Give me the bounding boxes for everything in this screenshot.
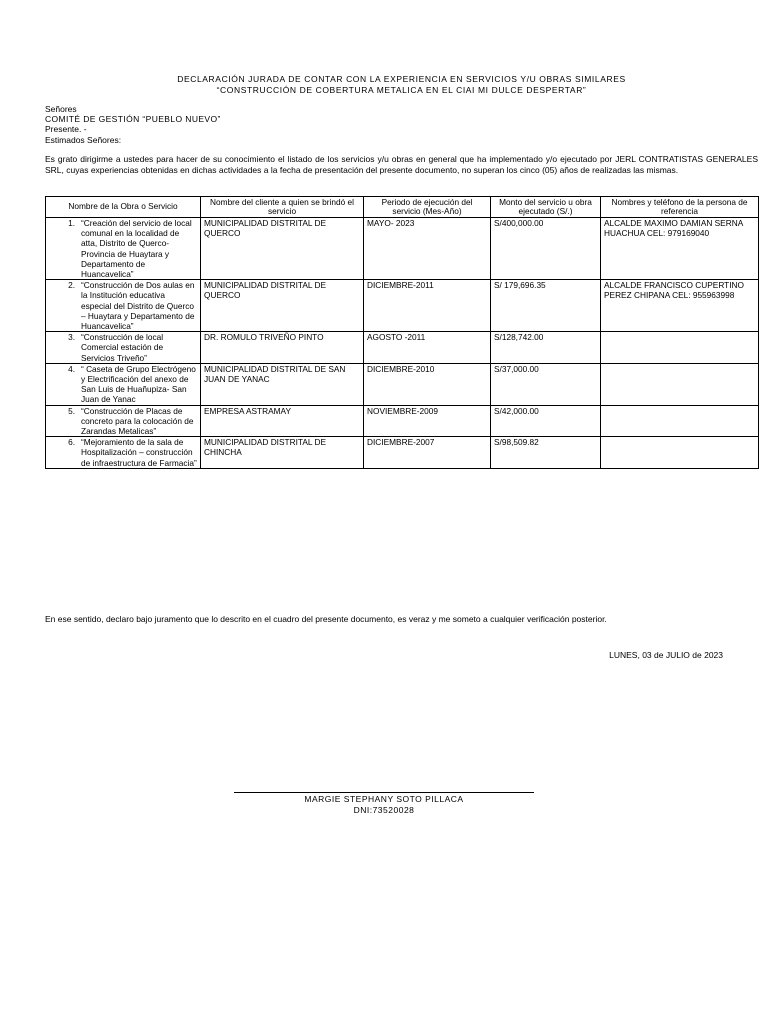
greeting-senores: Señores [45, 104, 77, 114]
cell-monto: S/128,742.00 [491, 332, 601, 364]
cell-cliente: MUNICIPALIDAD DISTRITAL DE SAN JUAN DE YANAC [201, 363, 364, 405]
cell-cliente: MUNICIPALIDAD DISTRITAL DE QUERCO [201, 218, 364, 280]
header-monto: Monto del servicio u obra ejecutado (S/.) [491, 197, 601, 218]
title-line-2: “CONSTRUCCIÓN DE COBERTURA METALICA EN EL CIAI MI DULCE DESPERTAR” [216, 85, 587, 95]
declaration-statement: En ese sentido, declaro bajo juramento que lo descrito en el cuadro del presente documento, es veraz y me someto a cualquier verificación posterior. [45, 614, 607, 624]
cell-obra [46, 218, 201, 280]
row-number: 5. [68, 405, 75, 416]
cell-cliente: DR. ROMULO TRIVEÑO PINTO [201, 332, 364, 364]
cell-periodo: NOVIEMBRE-2009 [364, 405, 491, 437]
greeting-comite: COMITÉ DE GESTIÓN “PUEBLO NUEVO” [45, 114, 221, 125]
obra-text: “ Caseta de Grupo Electrógeno y Electrificación del anexo de San Luis de Huañupiza- San Juan de Yanac [81, 363, 196, 405]
header-obra: Nombre de la Obra o Servicio [46, 197, 201, 218]
row-number: 1. [68, 218, 75, 228]
cell-referencia: ALCALDE FRANCISCO CUPERTINO PEREZ CHIPANA CEL: 955963998 [601, 280, 759, 332]
obra-text: “Construcción de Dos aulas en la Institución educativa especial del Distrito de Querco – Huaytara y Departamento de Huancavelica” [81, 280, 195, 332]
cell-periodo: MAYO- 2023 [364, 218, 491, 280]
cell-referencia [601, 332, 759, 364]
document-date: LUNES, 03 de JULIO de 2023 [609, 650, 723, 660]
row-number: 6. [68, 437, 75, 448]
table-row [46, 218, 759, 280]
greeting-estimados: Estimados Señores: [45, 134, 122, 145]
obra-text: “Mejoramiento de la sala de Hospitalización – construcción de infraestructura de Farmacia” [81, 437, 197, 468]
header-periodo: Periodo de ejecución del servicio (Mes-Año) [364, 197, 491, 218]
cell-referencia [601, 437, 759, 469]
cell-obra [46, 332, 201, 364]
table-row [46, 363, 759, 405]
table-row [46, 405, 759, 437]
signature-block [234, 794, 534, 815]
cell-periodo: DICIEMBRE-2010 [364, 363, 491, 405]
cell-referencia [601, 363, 759, 405]
cell-periodo: DICIEMBRE-2011 [364, 280, 491, 332]
works-table [45, 196, 759, 469]
cell-monto: S/42,000.00 [491, 405, 601, 437]
cell-monto: S/ 179,696.35 [491, 280, 601, 332]
cell-obra [46, 437, 201, 469]
row-number: 4. [68, 363, 75, 374]
row-number: 2. [68, 280, 75, 291]
cell-cliente: EMPRESA ASTRAMAY [201, 405, 364, 437]
table-header-row [46, 197, 759, 218]
signer-name: MARGIE STEPHANY SOTO PILLACA [304, 794, 464, 804]
cell-periodo: AGOSTO -2011 [364, 332, 491, 364]
signature-line [234, 792, 534, 793]
cell-obra [46, 405, 201, 437]
intro-paragraph: Es grato dirigirme a ustedes para hacer de su conocimiento el listado de los servicios y/u obras en general que ha implementado y/o ejecutado por JERL CONTRATISTAS GENERALES SRL, cuyas experiencias obtenidas en dichas actividades a la fecha de presentación del presente documento, no superan los cinco (05) años de realizadas las mismas. [45, 154, 758, 175]
greeting-block [45, 104, 221, 145]
cell-monto: S/400,000.00 [491, 218, 601, 280]
greeting-presente: Presente. - [45, 124, 87, 135]
document-title [45, 74, 758, 96]
table-row [46, 437, 759, 469]
row-number: 3. [68, 332, 75, 343]
obra-text: “Creación del servicio de local comunal en la localidad de atta, Distrito de Querco-Provincia de Huaytara y Departamento de Huancavelica” [81, 218, 192, 280]
cell-periodo: DICIEMBRE-2007 [364, 437, 491, 469]
cell-obra [46, 363, 201, 405]
cell-referencia: ALCALDE MAXIMO DAMIAN SERNA HUACHUA CEL: 979169040 [601, 218, 759, 280]
header-cliente: Nombre del cliente a quien se brindó el servicio [201, 197, 364, 218]
header-referencia: Nombres y teléfono de la persona de referencia [601, 197, 759, 218]
obra-text: “Construcción de local Comercial estación de Servicios Triveño” [81, 332, 164, 363]
table-row [46, 280, 759, 332]
cell-referencia [601, 405, 759, 437]
title-line-1: DECLARACIÓN JURADA DE CONTAR CON LA EXPERIENCIA EN SERVICIOS Y/U OBRAS SIMILARES [177, 74, 626, 84]
cell-monto: S/98,509.82 [491, 437, 601, 469]
table-row [46, 332, 759, 364]
obra-text: “Construcción de Placas de concreto para la colocación de Zarandas Metalicas” [81, 405, 194, 437]
cell-cliente: MUNICIPALIDAD DISTRITAL DE QUERCO [201, 280, 364, 332]
cell-cliente: MUNICIPALIDAD DISTRITAL DE CHINCHA [201, 437, 364, 469]
signer-dni: DNI:73520028 [353, 804, 415, 815]
cell-monto: S/37,000.00 [491, 363, 601, 405]
cell-obra [46, 280, 201, 332]
